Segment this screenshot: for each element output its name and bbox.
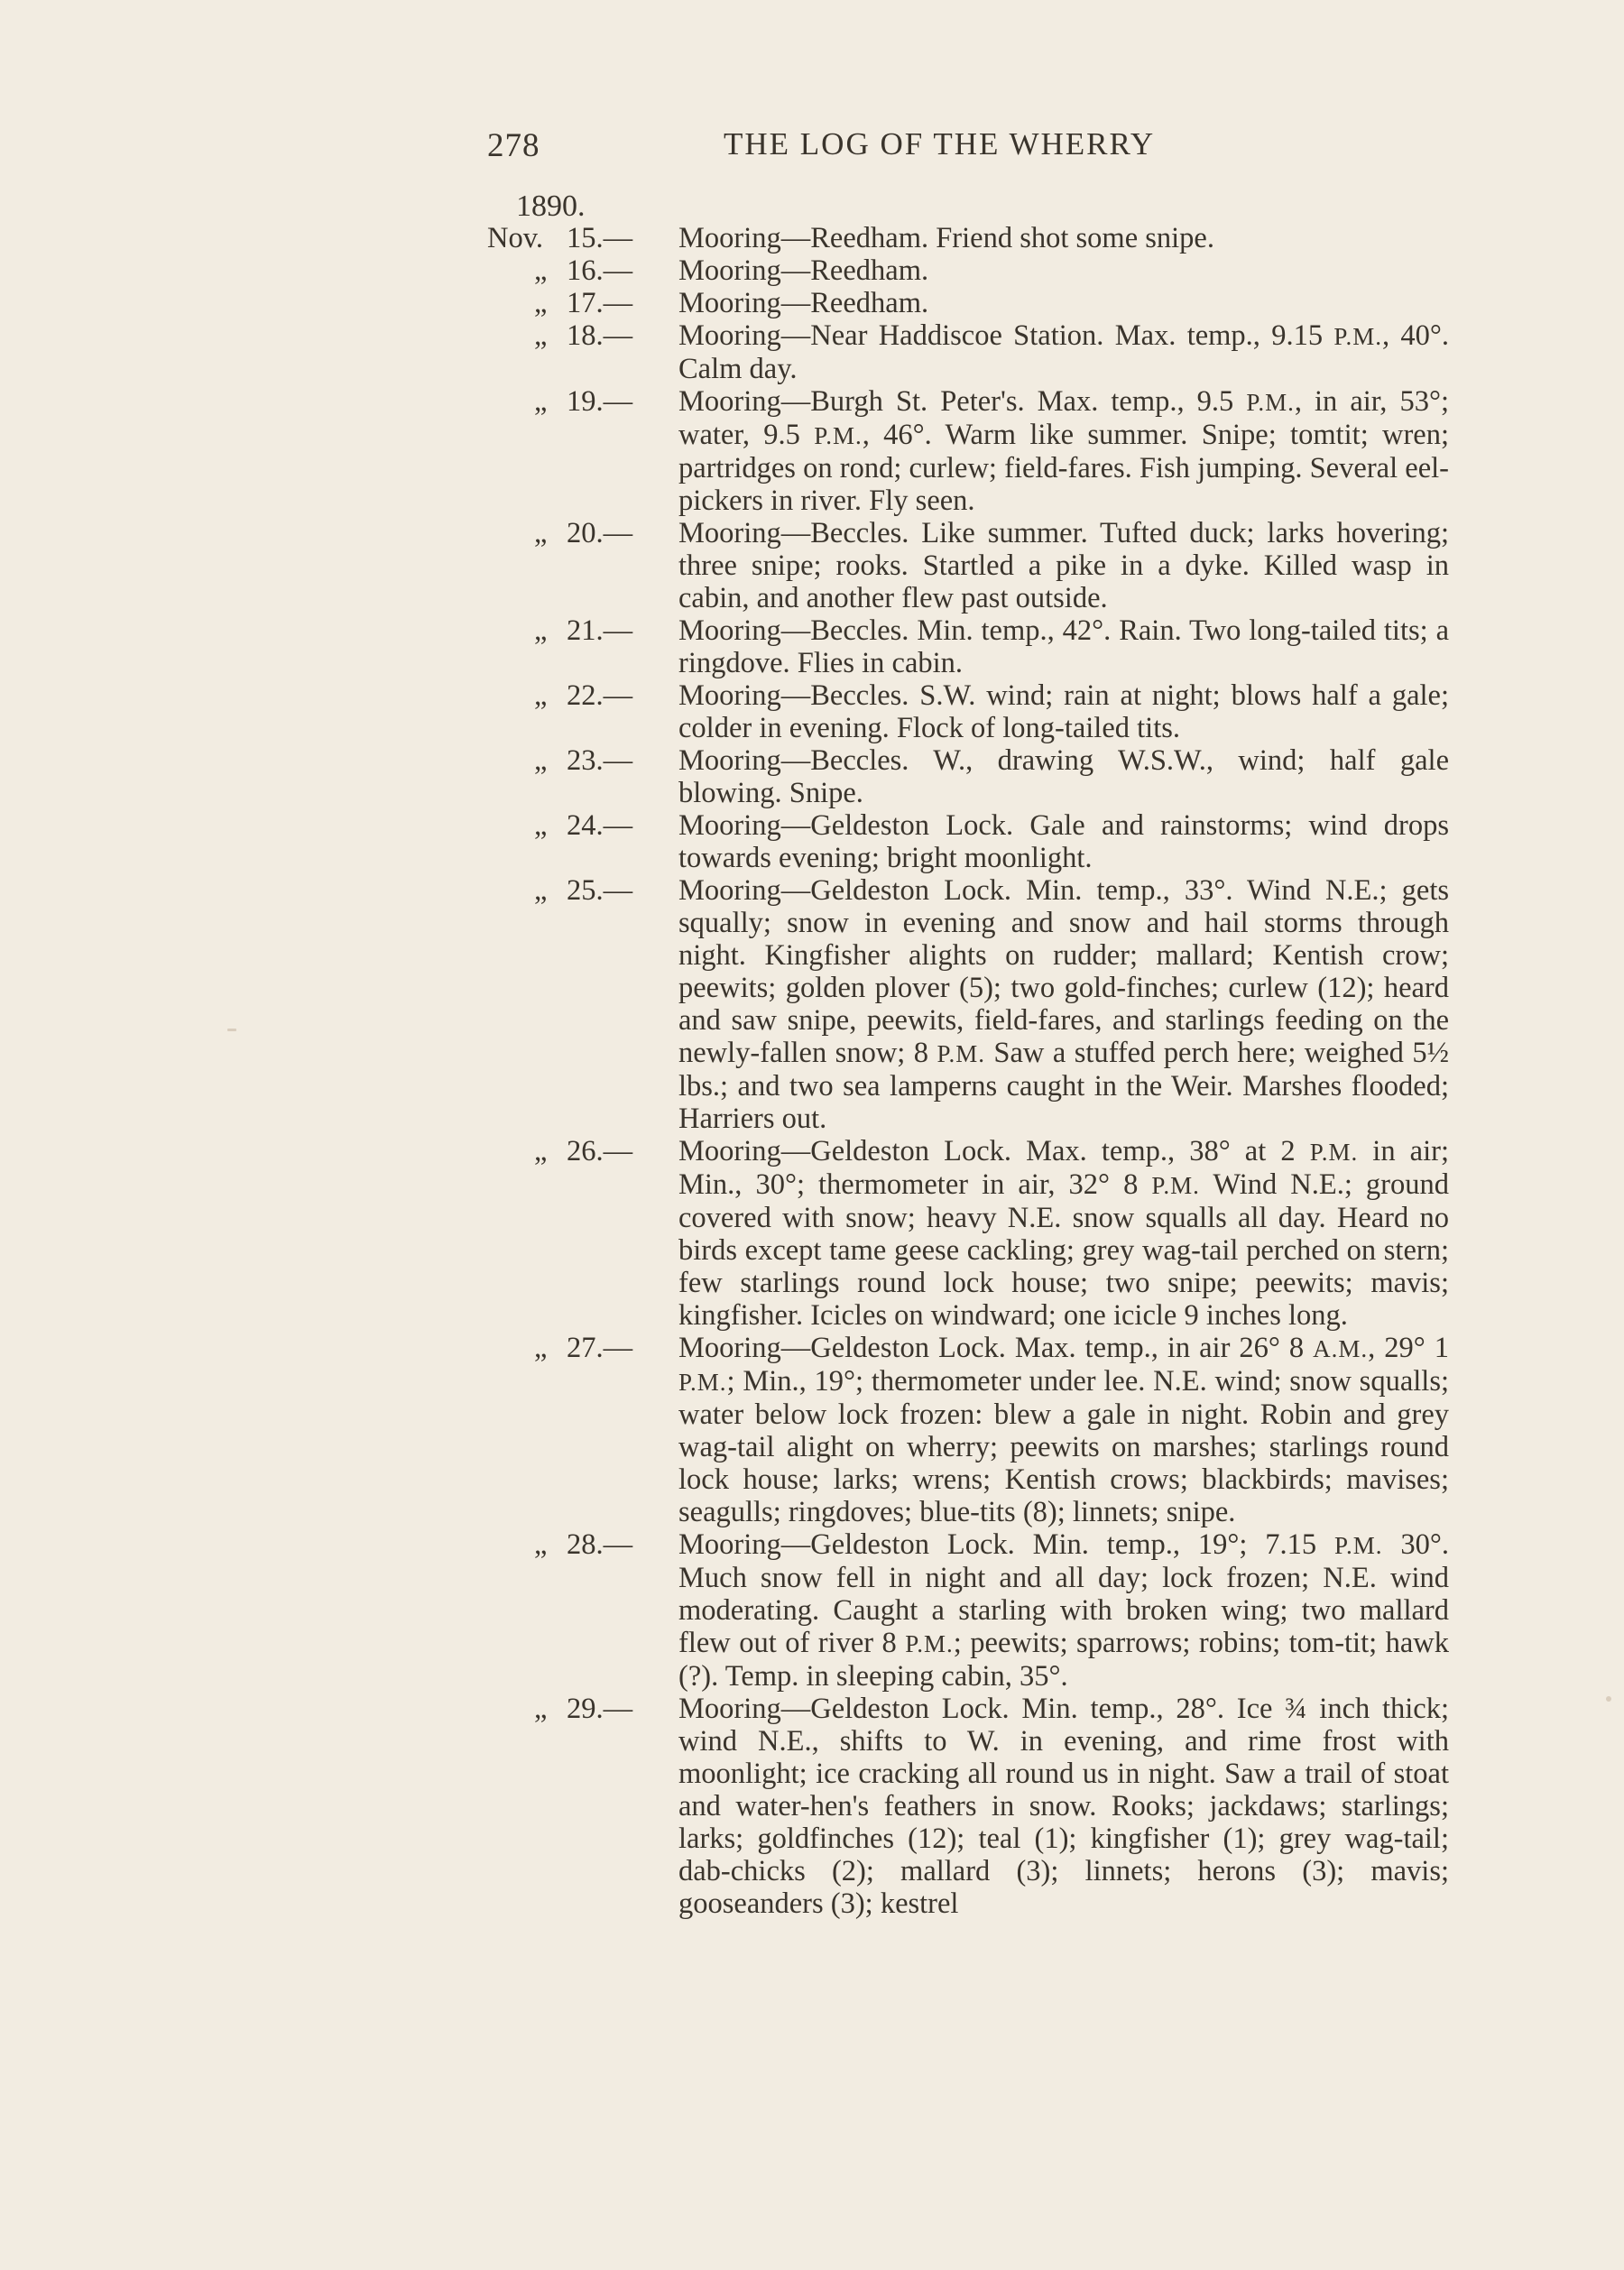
ditto-mark: „ [534, 1693, 548, 1725]
entry-text: Mooring—Beccles. S.W. wind; rain at night; blows half a gale; colder in evening. Flock of long-tailed tits. [678, 679, 1449, 744]
log-entry-nov-19 [487, 385, 1449, 517]
ditto-mark: „ [534, 744, 548, 777]
entry-text: Mooring—Geldeston Lock. Max. temp., in air 26° 8 A.M., 29° 1 P.M.; Min., 19°; thermometer under lee. N.E. wind; snow squalls; water below lock frozen: blew a gale in night. Robin and grey wag-tail alight on wherry; peewits on marshes; starlings round lock house; larks; wrens; Kentish crows; blackbirds; mavises; seagulls; ringdoves; blue-tits (8); linnets; snipe. [678, 1332, 1449, 1528]
entry-day: 19.— [567, 385, 633, 418]
entry-day: 28.— [567, 1528, 633, 1561]
entry-text: Mooring—Near Haddiscoe Station. Max. temp., 9.15 P.M., 40°. Calm day. [678, 319, 1450, 385]
entry-text: Mooring—Geldeston Lock. Gale and rainstorms; wind drops towards evening; bright moonlight. [678, 809, 1449, 874]
entry-day: 25.— [567, 874, 633, 907]
entry-day: 27.— [567, 1332, 633, 1364]
log-entry-nov-27 [487, 1332, 1449, 1528]
entry-day: 26.— [567, 1135, 633, 1167]
log-entry-nov-15 [487, 222, 1449, 254]
entry-day: 18.— [567, 319, 633, 352]
ditto-mark: „ [534, 679, 548, 712]
entry-day: 21.— [567, 614, 633, 647]
entry-day: 29.— [567, 1693, 633, 1725]
ditto-mark: „ [534, 1332, 548, 1364]
log-entry-nov-25 [487, 874, 1449, 1135]
log-entry-nov-28 [487, 1528, 1449, 1693]
ditto-mark: „ [534, 809, 548, 842]
running-title: THE LOG OF THE WHERRY [724, 126, 1156, 161]
entry-text: Mooring—Beccles. W., drawing W.S.W., wind; half gale blowing. Snipe. [678, 744, 1449, 809]
log-entry-nov-20 [487, 517, 1449, 614]
log-entry-nov-17 [487, 287, 1449, 319]
log-entry-nov-16 [487, 254, 1449, 287]
log-entry-nov-18 [487, 319, 1449, 385]
log-entries [487, 222, 1449, 1920]
page-blemish [227, 1029, 236, 1031]
year-heading: 1890. [516, 189, 586, 223]
ditto-mark: „ [534, 1528, 548, 1561]
ditto-mark: „ [534, 517, 548, 549]
entry-text: Mooring—Reedham. Friend shot some snipe. [678, 222, 1214, 254]
ditto-mark: „ [534, 874, 548, 907]
ditto-mark: „ [534, 614, 548, 647]
entry-text: Mooring—Reedham. [678, 254, 929, 287]
log-entry-nov-22 [487, 679, 1449, 744]
log-entry-nov-21 [487, 614, 1449, 679]
ditto-mark: „ [534, 385, 548, 418]
entry-text: Mooring—Beccles. Min. temp., 42°. Rain. Two long-tailed tits; a ringdove. Flies in cabin. [678, 614, 1449, 679]
entry-month: Nov. [487, 222, 543, 254]
ditto-mark: „ [534, 319, 548, 352]
log-entry-nov-29 [487, 1693, 1449, 1920]
log-entry-nov-24 [487, 809, 1449, 874]
entry-text: Mooring—Geldeston Lock. Min. temp., 19°; 7.15 P.M. 30°. Much snow fell in night and all day; lock frozen; N.E. wind moderating. Caught a starling with broken wing; two mallard flew out of river 8 P.M.; peewits; sparrows; robins; tom-tit; hawk (?). Temp. in sleeping cabin, 35°. [678, 1528, 1449, 1693]
log-entry-nov-26 [487, 1135, 1449, 1332]
page-number: 278 [487, 127, 540, 164]
log-entry-nov-23 [487, 744, 1449, 809]
ditto-mark: „ [534, 1135, 548, 1167]
entry-text: Mooring—Burgh St. Peter's. Max. temp., 9.5 P.M., in air, 53°; water, 9.5 P.M., 46°. Warm like summer. Snipe; tomtit; wren; partridges on rond; curlew; field-fares. Fish jumping. Several eel-pickers in river. Fly seen. [678, 385, 1450, 517]
page-header [487, 126, 1263, 171]
ditto-mark: „ [534, 287, 548, 319]
entry-text: Mooring—Reedham. [678, 287, 929, 319]
entry-text: Mooring—Geldeston Lock. Max. temp., 38° at 2 P.M. in air; Min., 30°; thermometer in air, 32° 8 P.M. Wind N.E.; ground covered with snow; heavy N.E. snow squalls all day. Heard no birds except tame geese cackling; grey wag-tail perched on stern; few starlings round lock house; two snipe; peewits; mavis; kingfisher. Icicles on windward; one icicle 9 inches long. [678, 1135, 1450, 1332]
entry-text: Mooring—Beccles. Like summer. Tufted duck; larks hovering; three snipe; rooks. Startled a pike in a dyke. Killed wasp in cabin, and another flew past outside. [678, 517, 1449, 614]
page-blemish [1606, 1696, 1611, 1702]
entry-day: 24.— [567, 809, 633, 842]
entry-text: Mooring—Geldeston Lock. Min. temp., 28°. Ice ¾ inch thick; wind N.E., shifts to W. in evening, and rime frost with moonlight; ice cracking all round us in night. Saw a trail of stoat and water-hen's feathers in snow. Rooks; jackdaws; starlings; larks; goldfinches (12); teal (1); kingfisher (1); grey wag-tail; dab-chicks (2); mallard (3); linnets; herons (3); mavis; gooseanders (3); kestrel [678, 1693, 1449, 1920]
ditto-mark: „ [534, 254, 548, 287]
entry-day: 22.— [567, 679, 633, 712]
entry-text: Mooring—Geldeston Lock. Min. temp., 33°. Wind N.E.; gets squally; snow in evening and snow and hail storms through night. Kingfisher alights on rudder; mallard; Kentish crow; peewits; golden plover (5); two gold-finches; curlew (12); heard and saw snipe, peewits, field-fares, and starlings feeding on the newly-fallen snow; 8 P.M. Saw a stuffed perch here; weighed 5½ lbs.; and two sea lamperns caught in the Weir. Marshes flooded; Harriers out. [678, 874, 1449, 1135]
entry-day: 15.— [567, 222, 633, 254]
entry-day: 17.— [567, 287, 633, 319]
entry-day: 20.— [567, 517, 633, 549]
entry-day: 16.— [567, 254, 633, 287]
entry-day: 23.— [567, 744, 633, 777]
